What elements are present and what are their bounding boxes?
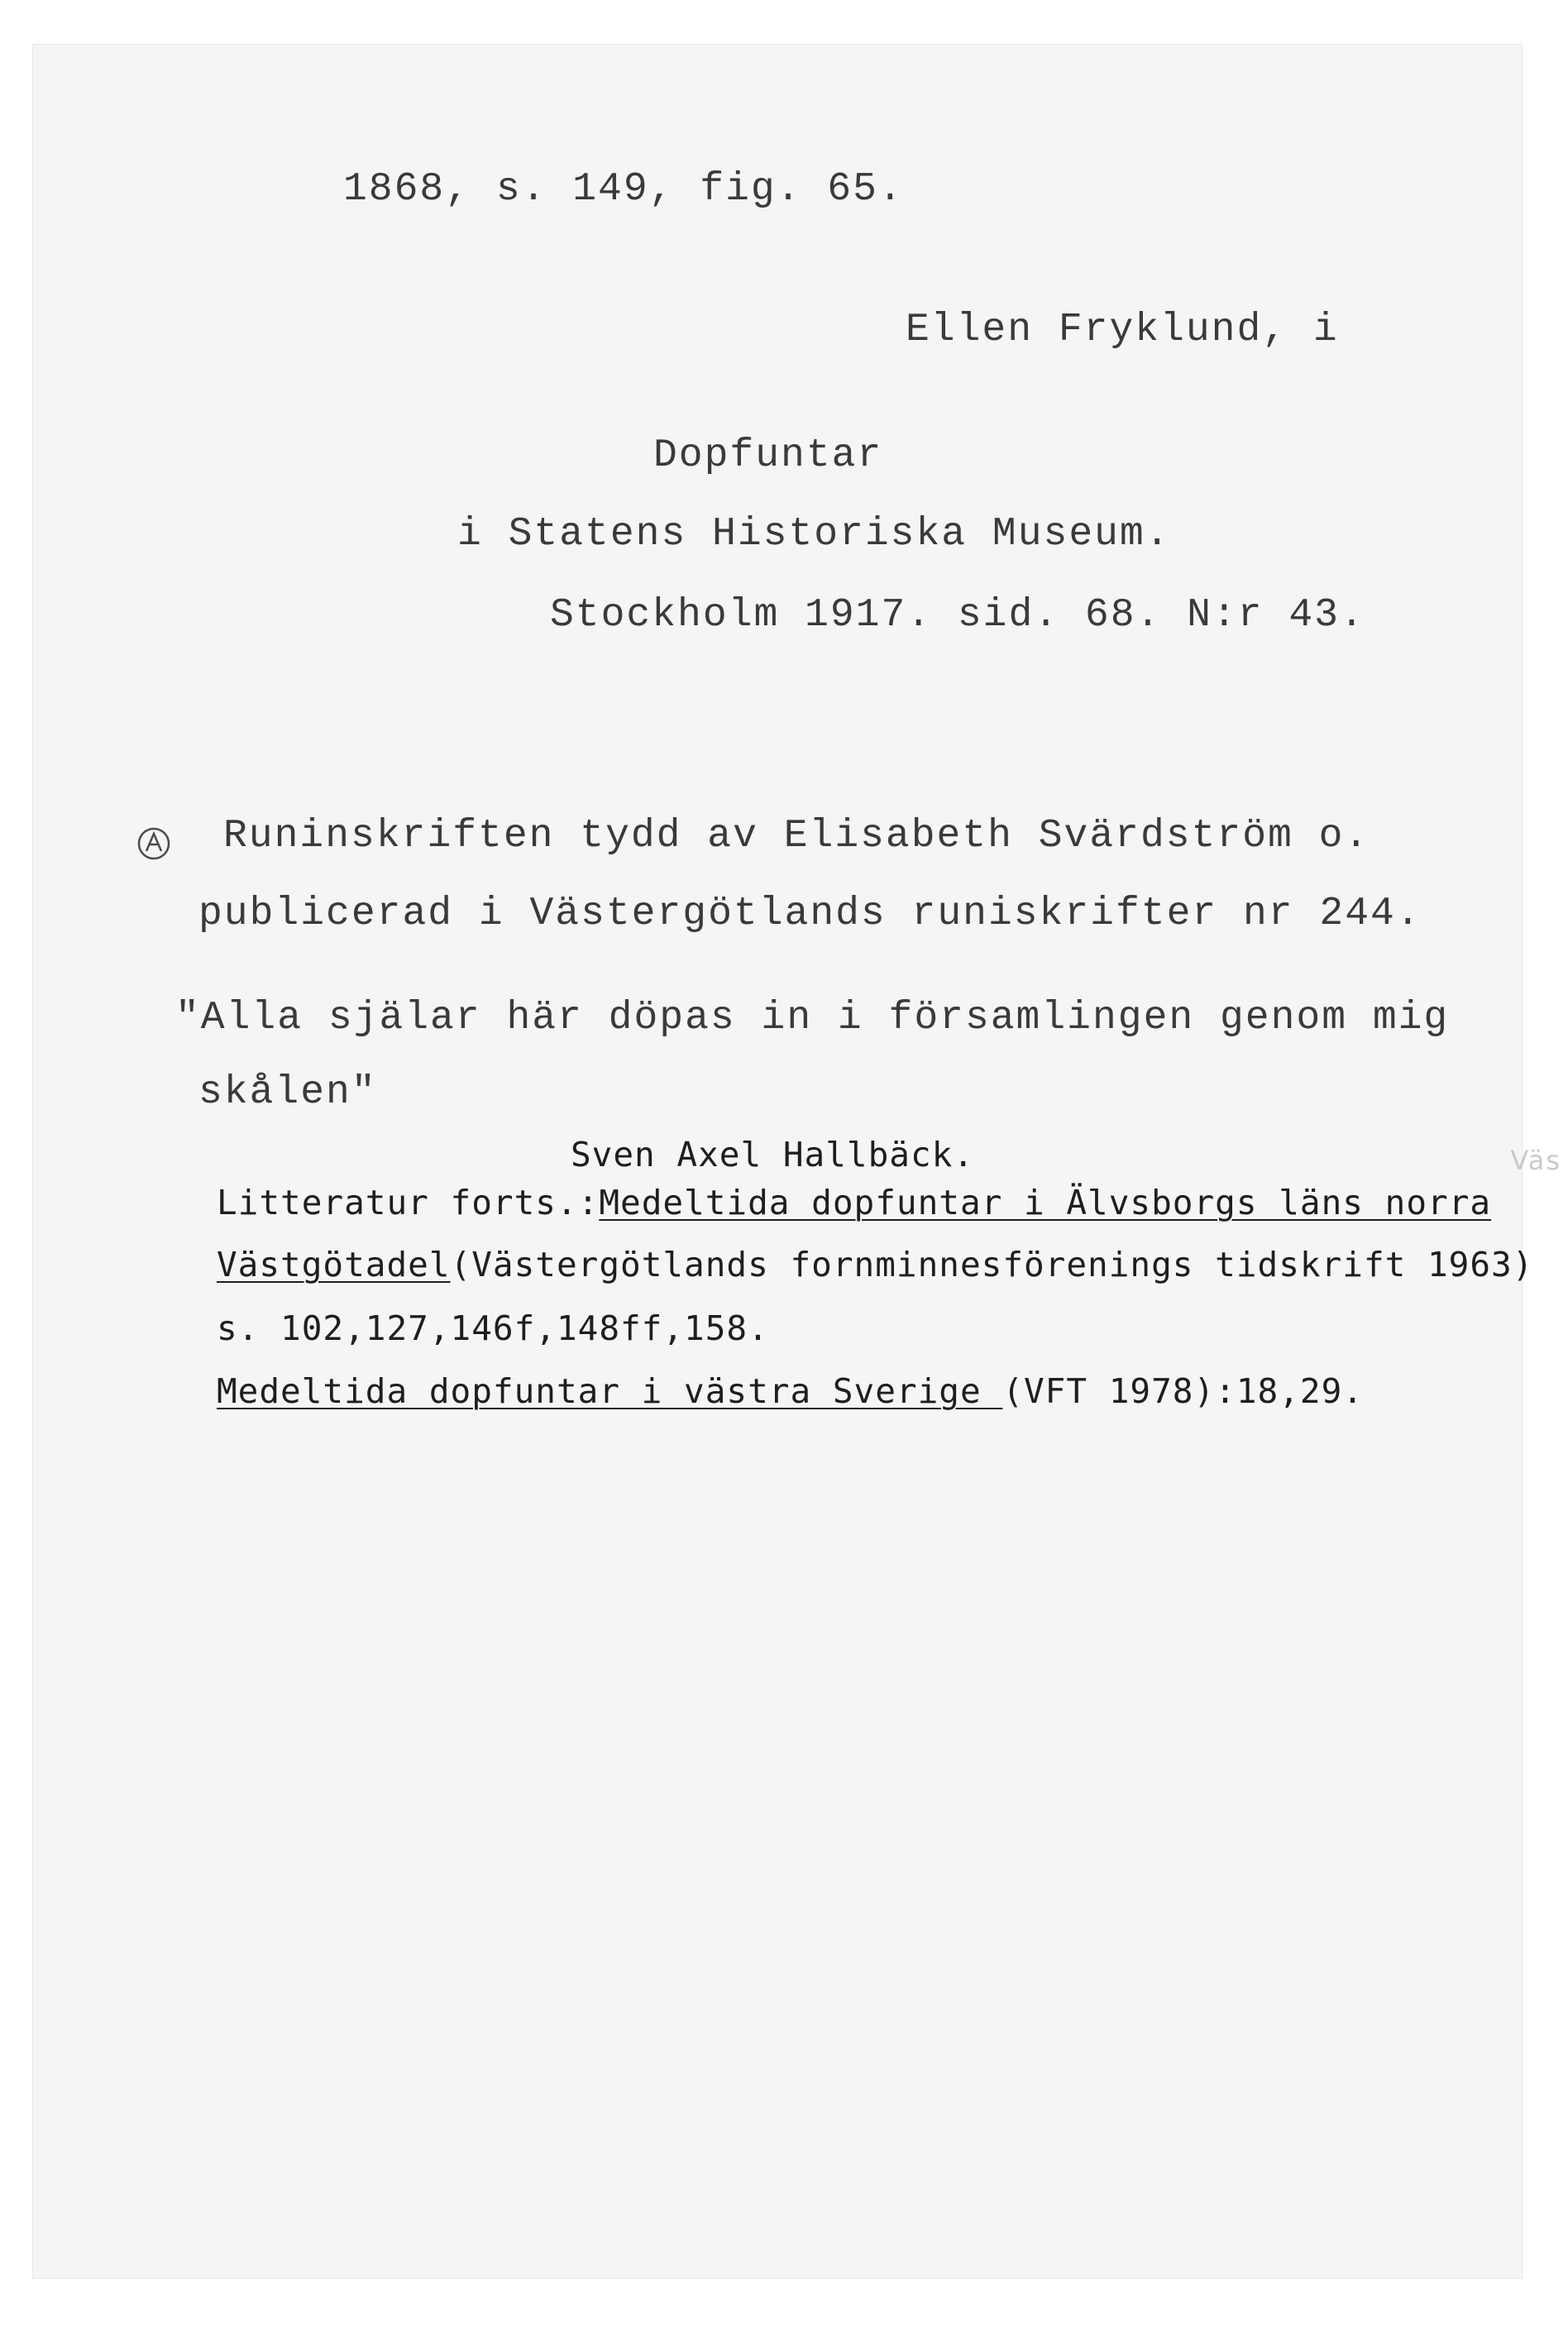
reference-line: 1868, s. 149, fig. 65.: [343, 167, 904, 212]
title-line-3: Stockholm 1917. sid. 68. N:r 43.: [550, 593, 1365, 638]
literature-source-2: (VFT 1978):18,29.: [1002, 1371, 1364, 1411]
literature-source-1: (Västergötlands fornminnesförenings tidskrift 1963): [450, 1245, 1534, 1284]
adjacent-card-edge-text: Väs: [1510, 1145, 1561, 1176]
stamp-circle-icon: [134, 824, 174, 863]
title-line-2: i Statens Historiska Museum.: [457, 512, 1171, 557]
literature-line-2: [217, 1245, 1533, 1284]
literature-title-2: Medeltida dopfuntar i västra Sverige: [217, 1371, 1003, 1411]
rune-line-2: publicerad i Västergötlands runiskrifter nr 244.: [198, 892, 1422, 936]
literature-label: Litteratur forts.:: [217, 1183, 600, 1222]
title-line-1: Dopfuntar: [653, 433, 883, 478]
literature-title-1b: Västgötadel: [217, 1245, 451, 1284]
quote-line-1: "Alla själar här döpas in i församlingen genom mig: [175, 996, 1450, 1040]
signature: Sven Axel Hallbäck.: [571, 1135, 974, 1174]
literature-line-1: [217, 1183, 1491, 1222]
rune-line-1: Runinskriften tydd av Elisabeth Svärdström o.: [223, 814, 1370, 859]
author-line: Ellen Fryklund, i: [906, 308, 1339, 352]
literature-line-3: [217, 1371, 1364, 1411]
catalog-card: [33, 45, 1534, 2278]
literature-title-1a: Medeltida dopfuntar i Älvsborgs läns norra: [599, 1183, 1492, 1222]
literature-pages-1: s. 102,127,146f,148ff,158.: [217, 1308, 769, 1348]
quote-line-2: skålen": [198, 1070, 377, 1115]
